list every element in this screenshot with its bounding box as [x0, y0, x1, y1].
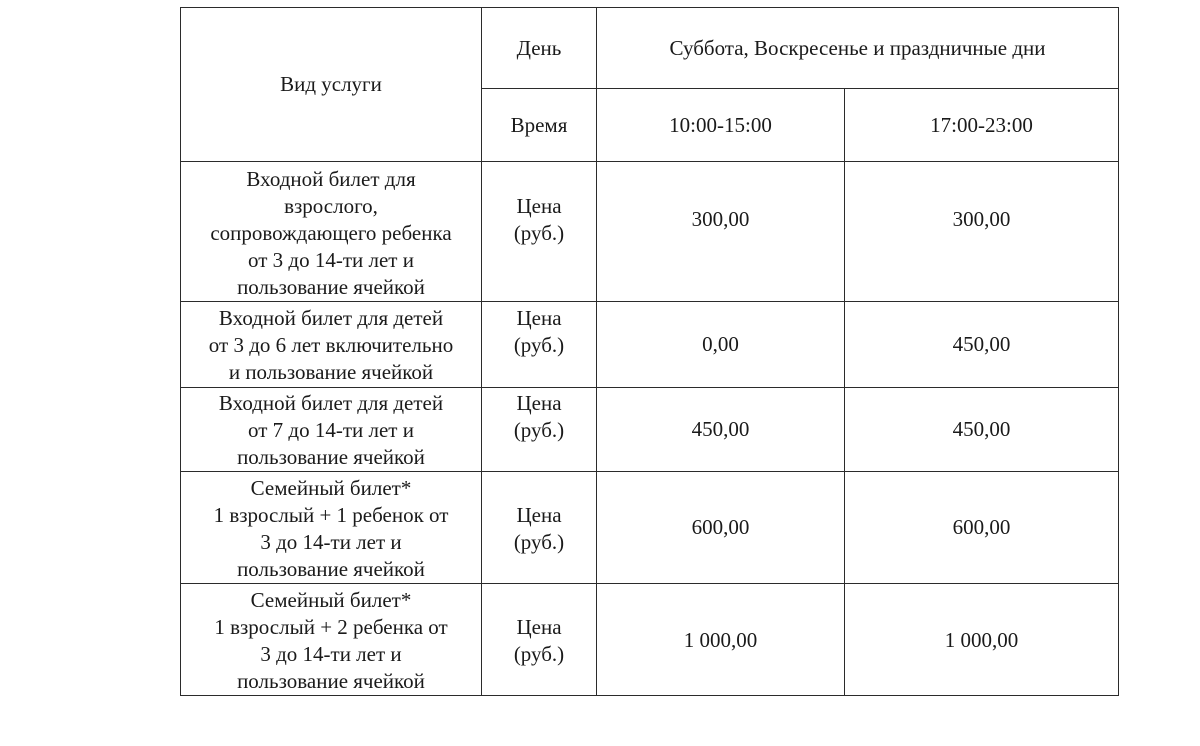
price-label: Цена: [516, 194, 562, 218]
price-value: 450,00: [952, 417, 1011, 441]
service-name: [181, 388, 482, 472]
service-line: пользование ячейкой: [237, 557, 425, 581]
time-slot-1: 10:00-15:00: [597, 89, 845, 162]
currency-label: (руб.): [513, 418, 565, 442]
price-cell: [597, 162, 845, 302]
service-line: пользование ячейкой: [237, 669, 425, 693]
service-line: от 3 до 6 лет включительно: [208, 333, 454, 357]
price-unit: [482, 584, 597, 696]
day-value: Суббота, Воскресенье и праздничные дни: [597, 8, 1119, 89]
price-value: 300,00: [691, 207, 750, 231]
header-row-day: [181, 8, 1119, 89]
service-name: [181, 162, 482, 302]
price-label: Цена: [516, 391, 562, 415]
table-row: [181, 388, 1119, 472]
service-line: 3 до 14-ти лет и: [260, 642, 402, 666]
price-cell: [597, 584, 845, 696]
table-row: [181, 302, 1119, 388]
price-cell: [845, 388, 1119, 472]
service-line: пользование ячейкой: [237, 445, 425, 469]
price-unit: [482, 472, 597, 584]
price-cell: [845, 162, 1119, 302]
time-slot-2: 17:00-23:00: [845, 89, 1119, 162]
price-cell: [845, 472, 1119, 584]
service-line: Входной билет для детей: [218, 391, 444, 415]
price-value: 450,00: [952, 332, 1011, 356]
service-line: взрослого,: [284, 194, 378, 218]
service-line: и пользование ячейкой: [228, 360, 434, 384]
currency-label: (руб.): [513, 333, 565, 357]
service-type-header: Вид услуги: [181, 8, 482, 162]
service-name: [181, 302, 482, 388]
price-value: 450,00: [691, 417, 750, 441]
service-line: 3 до 14-ти лет и: [260, 530, 402, 554]
price-unit: [482, 388, 597, 472]
price-value: 1 000,00: [683, 628, 758, 652]
price-unit: [482, 162, 597, 302]
service-line: от 3 до 14-ти лет и: [248, 248, 414, 272]
day-label: День: [482, 8, 597, 89]
price-value: 1 000,00: [944, 628, 1019, 652]
price-value: 0,00: [702, 332, 739, 356]
price-cell: [597, 472, 845, 584]
service-line: Семейный билет*: [250, 476, 412, 500]
price-label: Цена: [516, 306, 562, 330]
currency-label: (руб.): [513, 642, 565, 666]
price-cell: [845, 302, 1119, 388]
currency-label: (руб.): [513, 221, 565, 245]
price-label: Цена: [516, 615, 562, 639]
price-value: 600,00: [952, 515, 1011, 539]
time-label: Время: [482, 89, 597, 162]
price-table: [180, 7, 1119, 696]
price-unit: [482, 302, 597, 388]
table-row: [181, 472, 1119, 584]
currency-label: (руб.): [513, 530, 565, 554]
price-cell: [597, 388, 845, 472]
service-line: 1 взрослый + 2 ребенка от: [214, 615, 448, 639]
service-name: [181, 472, 482, 584]
service-line: 1 взрослый + 1 ребенок от: [213, 503, 449, 527]
service-line: Входной билет для: [246, 167, 416, 191]
service-line: пользование ячейкой: [237, 275, 425, 299]
service-line: от 7 до 14-ти лет и: [248, 418, 414, 442]
service-line: сопровождающего ребенка: [210, 221, 452, 245]
table-row: [181, 584, 1119, 696]
price-cell: [597, 302, 845, 388]
price-label: Цена: [516, 503, 562, 527]
price-value: 300,00: [952, 207, 1011, 231]
service-name: [181, 584, 482, 696]
service-line: Входной билет для детей: [218, 306, 444, 330]
price-value: 600,00: [691, 515, 750, 539]
service-line: Семейный билет*: [250, 588, 412, 612]
price-cell: [845, 584, 1119, 696]
table-row: [181, 162, 1119, 302]
